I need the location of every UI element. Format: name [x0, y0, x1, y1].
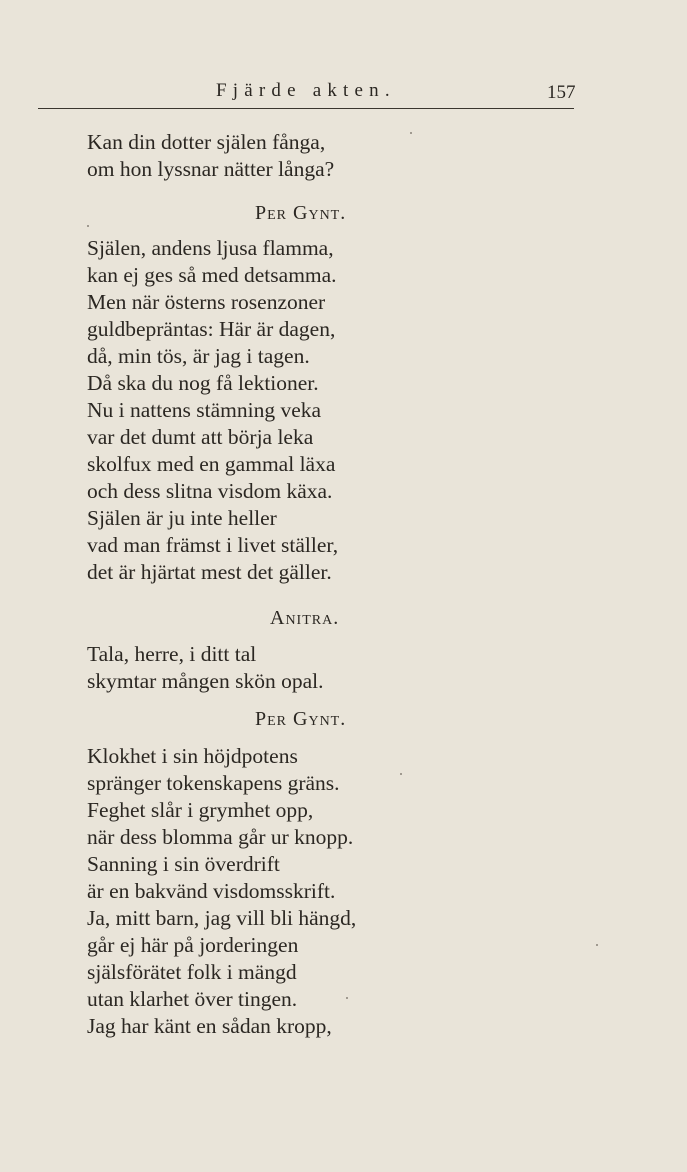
verse-line: skymtar mången skön opal. [87, 669, 324, 693]
speech-block [87, 129, 334, 183]
speaker-name: Per Gynt. [255, 708, 347, 730]
speaker-name: Anitra. [270, 607, 340, 629]
verse-line: Sanning i sin överdrift [87, 852, 280, 876]
verse-line: guldbepräntas: Här är dagen, [87, 317, 336, 341]
verse-line: Ja, mitt barn, jag vill bli hängd, [87, 906, 357, 930]
verse-line: då, min tös, är jag i tagen. [87, 344, 310, 368]
verse-line: Feghet slår i grymhet opp, [87, 798, 314, 822]
running-head-title: Fjärde akten. [216, 80, 396, 101]
verse-line: Kan din dotter själen fånga, [87, 130, 326, 154]
verse-line: Då ska du nog få lektioner. [87, 371, 319, 395]
verse-line: utan klarhet över tingen. [87, 987, 298, 1011]
verse-line: Men när österns rosenzoner [87, 290, 326, 314]
speech-block [87, 641, 323, 695]
paper-speck [87, 225, 89, 227]
paper-speck [400, 773, 402, 775]
verse-line: Nu i nattens stämning veka [87, 398, 322, 422]
verse-line: det är hjärtat mest det gäller. [87, 560, 332, 584]
paper-speck [596, 944, 598, 946]
speaker-name: Per Gynt. [255, 202, 347, 224]
running-head [0, 80, 687, 110]
verse-line: Jag har känt en sådan kropp, [87, 1014, 332, 1038]
verse-line: när dess blomma går ur knopp. [87, 825, 354, 849]
verse-line: vad man främst i livet ställer, [87, 533, 339, 557]
verse-line: är en bakvänd visdomsskrift. [87, 879, 336, 903]
paper-speck [346, 997, 348, 999]
verse-line: spränger tokenskapens gräns. [87, 771, 340, 795]
page-number: 157 [547, 82, 576, 103]
verse-line: Klokhet i sin höjdpotens [87, 744, 298, 768]
verse-line: går ej här på jorderingen [87, 933, 299, 957]
verse-line: och dess slitna visdom käxa. [87, 479, 333, 503]
header-rule [38, 108, 574, 109]
verse-line: skolfux med en gammal läxa [87, 452, 336, 476]
paper-speck [410, 132, 412, 134]
speech-block [87, 235, 338, 586]
verse-line: om hon lyssnar nätter långa? [87, 157, 335, 181]
verse-line: Själen är ju inte heller [87, 506, 277, 530]
verse-line: kan ej ges så med detsamma. [87, 263, 337, 287]
verse-line: Själen, andens ljusa flamma, [87, 236, 334, 260]
verse-line: var det dumt att börja leka [87, 425, 314, 449]
verse-line: själsförätet folk i mängd [87, 960, 297, 984]
speech-block [87, 743, 356, 1040]
verse-line: Tala, herre, i ditt tal [87, 642, 257, 666]
